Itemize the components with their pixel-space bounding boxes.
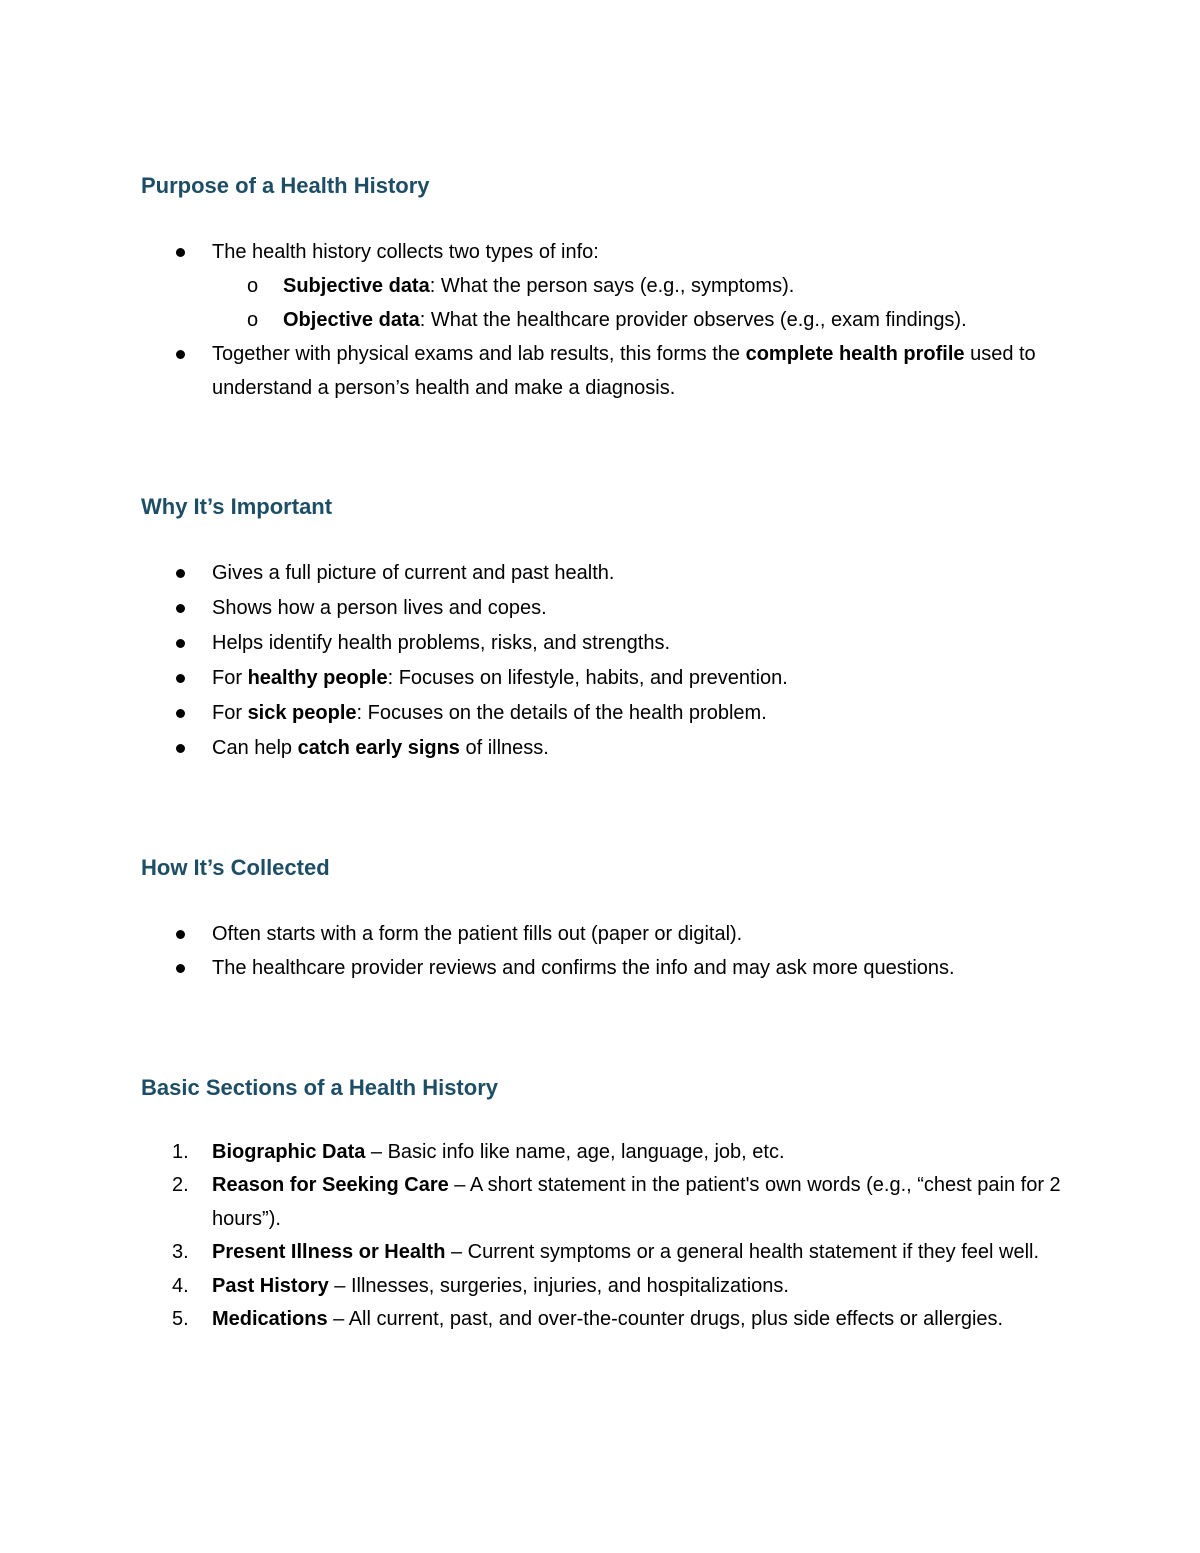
list-item: The health history collects two types of info: [0, 235, 1200, 269]
how-list [0, 917, 1200, 985]
bullet-icon [176, 248, 185, 257]
numbered-list-item: 3. Present Illness or Health – Current symptoms or a general health statement if they feel well. [0, 1236, 1200, 1269]
list-item: Shows how a person lives and copes. [0, 591, 1200, 626]
numbered-list-item: 5. Medications – All current, past, and over-the-counter drugs, plus side effects or allergies. [0, 1303, 1200, 1336]
list-number: 1. [172, 1141, 189, 1163]
list-number: 3. [172, 1241, 189, 1264]
list-item: The healthcare provider reviews and confirms the info and may ask more questions. [0, 951, 1200, 985]
bullet-icon [176, 604, 185, 613]
list-item: Often starts with a form the patient fills out (paper or digital). [0, 917, 1200, 951]
heading-how-collected: How It’s Collected [141, 855, 330, 880]
list-item: For healthy people: Focuses on lifestyle, habits, and prevention. [0, 661, 1200, 696]
circle-bullet-icon: o [247, 275, 259, 297]
bullet-icon [176, 569, 185, 578]
list-number: 4. [172, 1274, 189, 1297]
heading-why-important: Why It’s Important [141, 494, 333, 519]
sub-list-item: o Subjective data: What the person says (e.g., symptoms). [0, 269, 1200, 303]
basic-sections-list [0, 1136, 1200, 1336]
why-list [0, 556, 1200, 766]
bullet-icon [176, 930, 185, 939]
bullet-icon [176, 639, 185, 648]
bullet-icon [176, 744, 185, 753]
list-number: 5. [172, 1308, 189, 1331]
bullet-icon [176, 350, 185, 359]
list-item: Together with physical exams and lab results, this forms the complete health profile used to understand a person’s health and make a diagnosis. [0, 337, 1200, 405]
bullet-icon [176, 674, 185, 683]
heading-purpose: Purpose of a Health History [141, 173, 430, 198]
circle-bullet-icon: o [247, 309, 259, 331]
numbered-list-item: 1. Biographic Data – Basic info like name, age, language, job, etc. [0, 1136, 1200, 1169]
sub-list-item: o Objective data: What the healthcare provider observes (e.g., exam findings). [0, 303, 1200, 337]
numbered-list-item: 4. Past History – Illnesses, surgeries, injuries, and hospitalizations. [0, 1270, 1200, 1303]
list-number: 2. [172, 1174, 189, 1197]
list-item: Helps identify health problems, risks, and strengths. [0, 626, 1200, 661]
list-item: For sick people: Focuses on the details of the health problem. [0, 696, 1200, 731]
numbered-list-item: 2. Reason for Seeking Care – A short statement in the patient's own words (e.g., “chest pain for 2 hours”). [0, 1169, 1200, 1236]
heading-basic-sections: Basic Sections of a Health History [141, 1075, 498, 1100]
purpose-list [0, 235, 1200, 405]
bullet-icon [176, 964, 185, 973]
list-item: Gives a full picture of current and past health. [0, 556, 1200, 591]
list-item: Can help catch early signs of illness. [0, 731, 1200, 766]
bullet-icon [176, 709, 185, 718]
